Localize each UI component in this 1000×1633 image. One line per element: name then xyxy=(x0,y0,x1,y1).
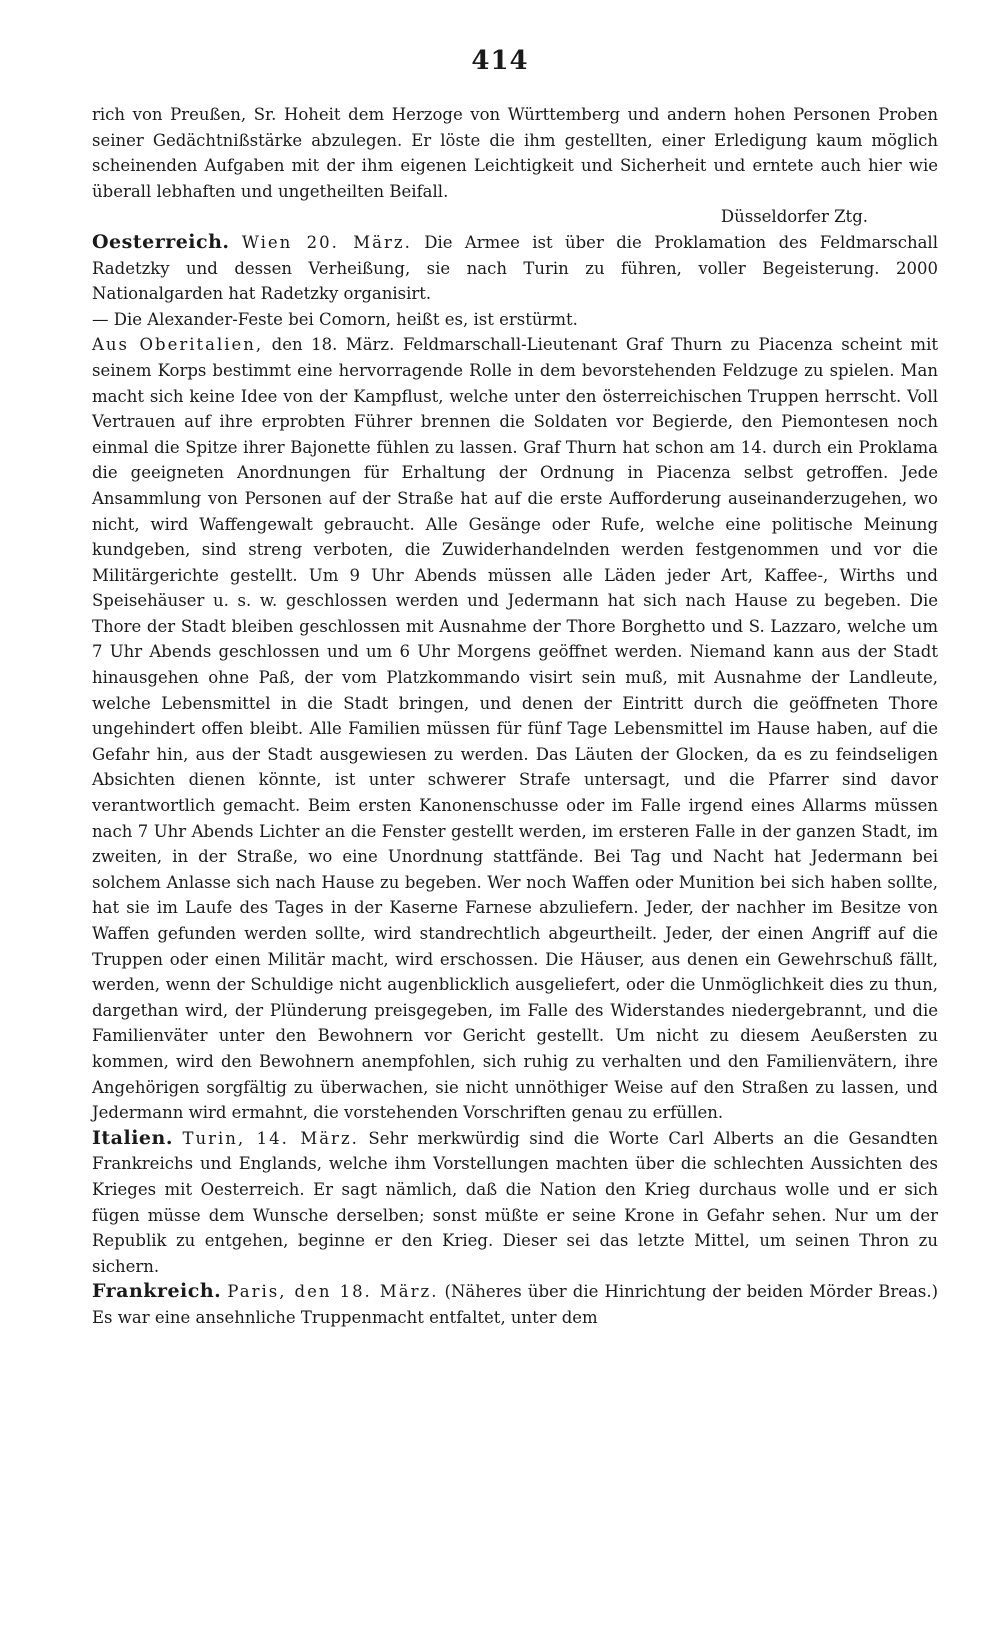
france-heading: Frankreich. xyxy=(92,1280,222,1303)
italy-dateline: Turin, 14. März. xyxy=(182,1128,359,1148)
austria-paragraph xyxy=(92,230,938,307)
austria-text: Die Armee ist über die Proklamation des Feldmarschall Radetzky und dessen Verheißung, sie nach Turin zu führen, voller Begeisterung. 2000 Nationalgarden hat Radetzky organisirt. xyxy=(92,232,938,304)
italy-heading: Italien. xyxy=(92,1126,173,1149)
upper-italy-paragraph xyxy=(92,332,938,1125)
upper-italy-text: Feldmarschall-Lieutenant Graf Thurn zu Piacenza scheint mit seinem Korps bestimmt eine hervorragende Rolle in dem bevorstehenden Feldzuge zu spielen. Man macht sich keine Idee von der Kampflust, welche unter den österreichischen Truppen herrscht. Voll Vertrauen auf ihre erprobten Führer brennen die Soldaten vor Begierde, den Piemontesen noch einmal die Spitze ihrer Bajonette fühlen zu lassen. Graf Thurn hat schon am 14. durch ein Proklama die geeigneten Anordnungen für Erhaltung der Ordnung in Piacenza selbst getroffen. Jede Ansammlung von Personen auf der Straße hat auf die erste Aufforderung auseinanderzugehen, wo nicht, wird Waffengewalt gebraucht. Alle Gesänge oder Rufe, welche eine politische Meinung kundgeben, sind streng verboten, die Zuwiderhandelnden werden festgenommen und vor die Militärgerichte gestellt. Um 9 Uhr Abends müssen alle Läden jeder Art, Kaffee-, Wirths und Speisehäuser u. s. w. geschlossen werden und Jedermann hat sich nach Hause zu begeben. Die Thore der Stadt bleiben geschlossen mit Ausnahme der Thore Borghetto und S. Lazzaro, welche um 7 Uhr Abends geschlossen und um 6 Uhr Morgens geöffnet werden. Niemand kann aus der Stadt hinausgehen ohne Paß, der vom Platzkommando visirt sein muß, mit Ausnahme der Landleute, welche Lebensmittel in die Stadt bringen, und denen der Eintritt durch die geöffneten Thore ungehindert offen bleibt. Alle Familien müssen für fünf Tage Lebensmittel im Hause haben, auf die Gefahr hin, aus der Stadt ausgewiesen zu werden. Das Läuten der Glocken, da es zu feindseligen Absichten dienen könnte, ist unter schwerer Strafe untersagt, und die Pfarrer sind davor verantwortlich gemacht. Beim ersten Kanonenschusse oder im Falle irgend eines Allarms müssen nach 7 Uhr Abends Lichter an die Fenster gestellt werden, im ersteren Falle in der ganzen Stadt, im zweiten, in der Straße, wo eine Unordnung stattfände. Bei Tag und Nacht hat Jedermann bei solchem Anlasse sich nach Hause zu begeben. Wer noch Waffen oder Munition bei sich haben sollte, hat sie im Laufe des Tages in der Kaserne Farnese abzuliefern. Jeder, der nachher im Besitze von Waffen gefunden werden sollte, wird standrechtlich abgeurtheilt. Jeder, der einen Angriff auf die Truppen oder einen Militär macht, wird erschossen. Die Häuser, aus denen ein Gewehrschuß fällt, werden, wenn der Schuldige nicht augenblicklich ausgeliefert, oder die Unmöglichkeit dies zu thun, dargethan wird, der Plünderung preisgegeben, im Falle des Widerstandes niedergebrannt, und die Familienväter unter den Bewohnern vor Gericht gestellt. Um nicht zu diesem Aeußersten zu kommen, wird den Bewohnern anempfohlen, sich ruhig zu verhalten und den Familienvätern, ihre Angehörigen sorgfältig zu überwachen, sie nicht unnöthiger Weise auf den Straßen zu lassen, und Jedermann wird ermahnt, die vorstehenden Vorschriften genau zu erfüllen. xyxy=(92,335,938,1123)
france-dateline: Paris, den 18. März. xyxy=(227,1282,439,1302)
france-text: (Näheres über die Hinrichtung der beiden Mörder Breas.) Es war eine ansehnliche Truppenmacht entfaltet, unter dem xyxy=(92,1282,939,1327)
upper-italy-date: den 18. März. xyxy=(271,335,395,355)
italy-text: Sehr merkwürdig sind die Worte Carl Alberts an die Gesandten Frankreichs und Englands, welche ihm Vorstellungen machten über die schlechten Aussichten des Krieges mit Oesterreich. Er sagt nämlich, daß die Nation den Krieg durchaus wolle und er sich fügen müsse dem Wunsche derselben; sonst müßte er seine Krone in Gefahr sehen. Nur um der Republik zu entgehen, beginne er den Krieg. Dieser sei das letzte Mittel, um seinen Thron zu sichern. xyxy=(92,1128,938,1276)
intro-source: Düsseldorfer Ztg. xyxy=(720,207,868,227)
austria-heading: Oesterreich. xyxy=(92,230,230,253)
france-paragraph xyxy=(92,1279,938,1330)
page-number: 414 xyxy=(471,46,529,76)
austria-dateline: Wien 20. März. xyxy=(241,232,412,252)
intro-text: rich von Preußen, Sr. Hoheit dem Herzoge von Württemberg und andern hohen Personen Proben seiner Gedächtnißstärke abzulegen. Er löste die ihm gestellten, einer Erledigung kaum möglich scheinenden Aufgaben mit der ihm eigenen Leichtigkeit und Sicherheit und erntete auch hier wie überall lebhaften und ungetheilten Beifall. xyxy=(92,105,938,201)
upper-italy-dateline: Aus Oberitalien, xyxy=(92,335,264,355)
intro-paragraph xyxy=(92,102,938,204)
austria-item-2: — Die Alexander-Feste bei Comorn, heißt es, ist erstürmt. xyxy=(92,309,578,329)
article-column xyxy=(92,102,938,1331)
italy-paragraph xyxy=(92,1126,938,1280)
